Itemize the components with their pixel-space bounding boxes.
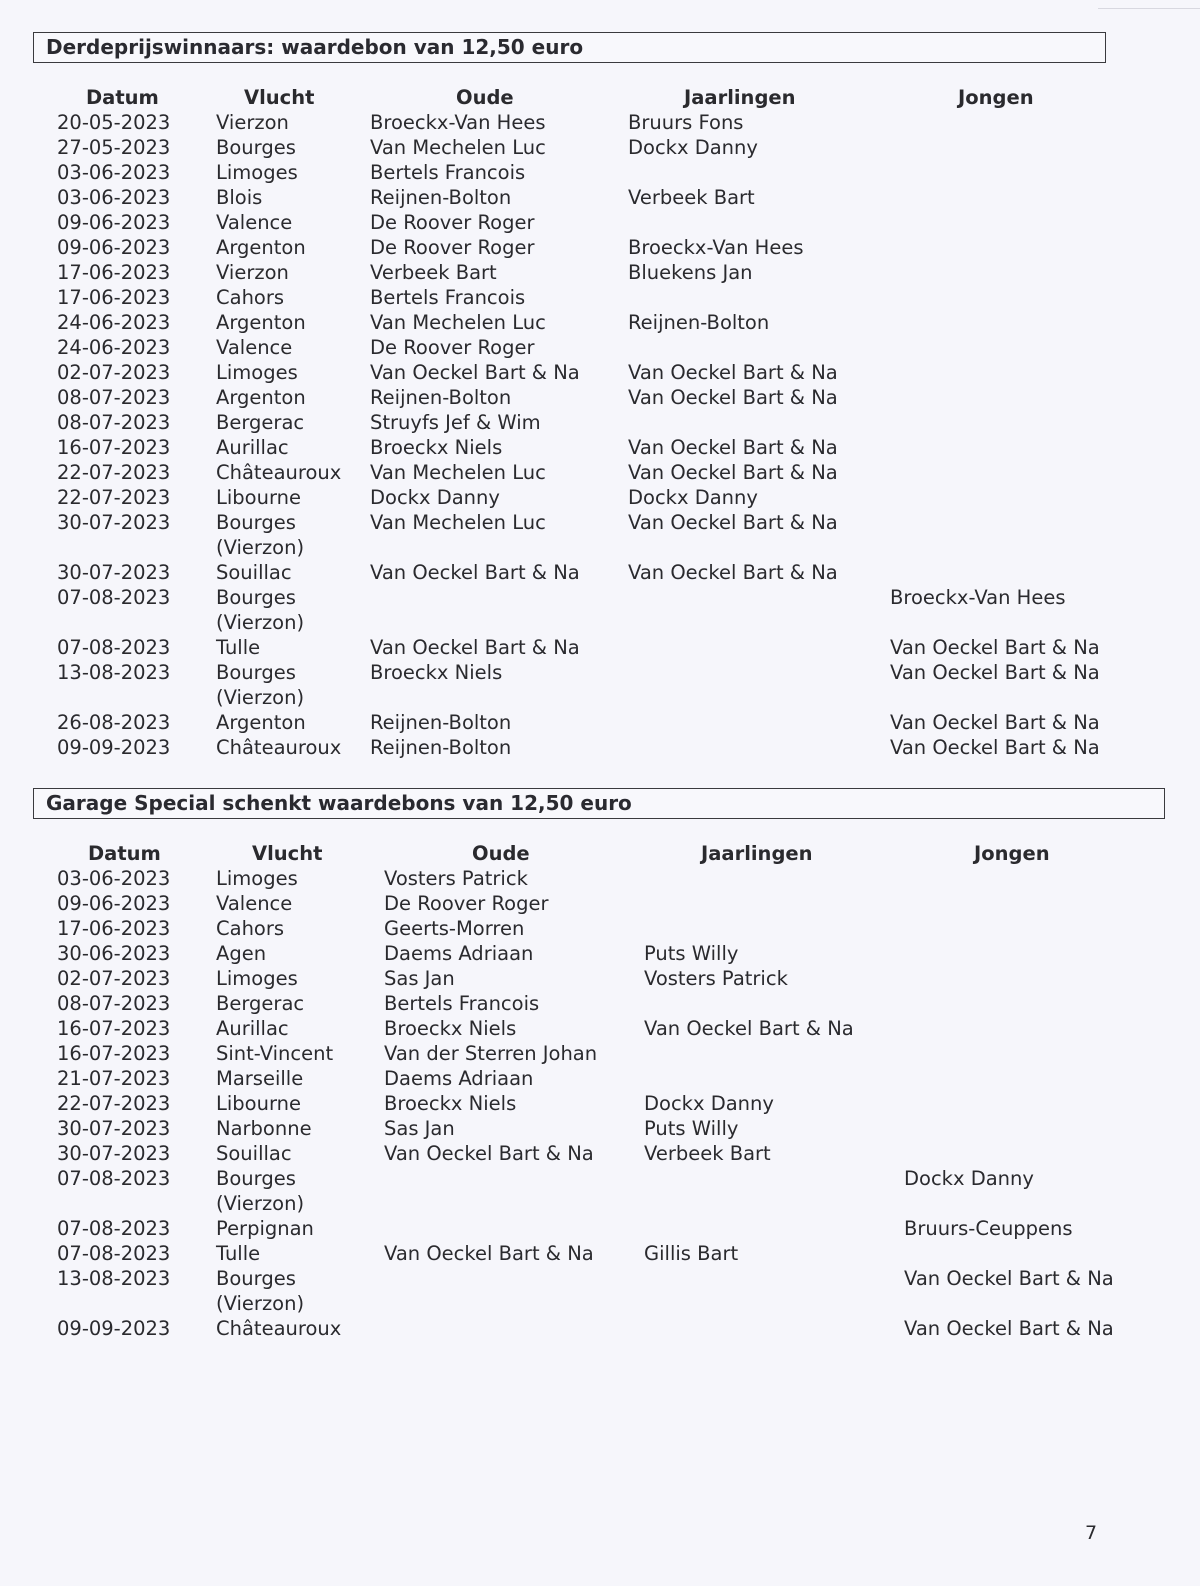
cell-vlucht: Perpignan bbox=[216, 1217, 314, 1240]
table-row bbox=[0, 1316, 1200, 1341]
table-row bbox=[0, 410, 1200, 435]
cell-oude: Bertels Francois bbox=[384, 992, 540, 1015]
cell-jaarlingen: Puts Willy bbox=[644, 942, 739, 965]
cell-oude: Van Oeckel Bart & Na bbox=[370, 561, 580, 584]
cell-vlucht: Bourges (Vierzon) bbox=[216, 511, 305, 559]
cell-oude: Van der Sterren Johan bbox=[384, 1042, 598, 1065]
cell-oude: Van Oeckel Bart & Na bbox=[384, 1242, 594, 1265]
cell-vlucht: Châteauroux bbox=[216, 461, 342, 484]
cell-datum: 07-08-2023 bbox=[57, 636, 171, 659]
cell-datum: 08-07-2023 bbox=[57, 386, 171, 409]
cell-oude: Broeckx-Van Hees bbox=[370, 111, 546, 134]
cell-jaarlingen: Dockx Danny bbox=[644, 1092, 774, 1115]
cell-oude: Reijnen-Bolton bbox=[370, 186, 512, 209]
cell-jaarlingen: Van Oeckel Bart & Na bbox=[628, 511, 838, 534]
table-derdeprijswinnaars bbox=[0, 85, 1200, 760]
page-number: 7 bbox=[1085, 1522, 1098, 1544]
cell-jongen: Dockx Danny bbox=[904, 1167, 1034, 1190]
cell-jaarlingen: Gillis Bart bbox=[644, 1242, 739, 1265]
cell-datum: 13-08-2023 bbox=[57, 1267, 171, 1290]
cell-oude: Dockx Danny bbox=[370, 486, 500, 509]
table-row bbox=[0, 310, 1200, 335]
cell-vlucht: Cahors bbox=[216, 917, 285, 940]
cell-jongen: Van Oeckel Bart & Na bbox=[890, 736, 1100, 759]
table-row bbox=[0, 185, 1200, 210]
table-row bbox=[0, 635, 1200, 660]
cell-oude: Van Mechelen Luc bbox=[370, 311, 546, 334]
table-row bbox=[0, 916, 1200, 941]
table-row bbox=[0, 1041, 1200, 1066]
header-datum: Datum bbox=[88, 842, 161, 865]
cell-datum: 13-08-2023 bbox=[57, 661, 171, 684]
table-row bbox=[0, 1116, 1200, 1141]
table-row bbox=[0, 135, 1200, 160]
cell-jaarlingen: Dockx Danny bbox=[628, 486, 758, 509]
table-row bbox=[0, 735, 1200, 760]
cell-datum: 07-08-2023 bbox=[57, 586, 171, 609]
cell-oude: Geerts-Morren bbox=[384, 917, 525, 940]
cell-datum: 30-07-2023 bbox=[57, 561, 171, 584]
header-jongen: Jongen bbox=[958, 86, 1034, 109]
table-row bbox=[0, 1091, 1200, 1116]
page-edge bbox=[1098, 0, 1200, 9]
cell-oude: Bertels Francois bbox=[370, 161, 526, 184]
cell-datum: 30-07-2023 bbox=[57, 1117, 171, 1140]
cell-jongen: Van Oeckel Bart & Na bbox=[890, 661, 1100, 684]
cell-oude: Reijnen-Bolton bbox=[370, 711, 512, 734]
cell-datum: 02-07-2023 bbox=[57, 361, 171, 384]
cell-vlucht: Valence bbox=[216, 892, 293, 915]
table-row bbox=[0, 485, 1200, 510]
table-row bbox=[0, 260, 1200, 285]
table-row bbox=[0, 160, 1200, 185]
cell-oude: Van Oeckel Bart & Na bbox=[384, 1142, 594, 1165]
table-row bbox=[0, 660, 1200, 710]
cell-vlucht: Argenton bbox=[216, 236, 306, 259]
header-jaarlingen: Jaarlingen bbox=[701, 842, 813, 865]
table-body bbox=[0, 110, 1200, 760]
table-garage-special bbox=[0, 841, 1200, 1341]
table-row bbox=[0, 1216, 1200, 1241]
cell-oude: Van Mechelen Luc bbox=[370, 461, 546, 484]
cell-vlucht: Narbonne bbox=[216, 1117, 312, 1140]
cell-datum: 27-05-2023 bbox=[57, 136, 171, 159]
cell-jaarlingen: Bluekens Jan bbox=[628, 261, 753, 284]
cell-jongen: Broeckx-Van Hees bbox=[890, 586, 1066, 609]
header-oude: Oude bbox=[472, 842, 530, 865]
cell-oude: Reijnen-Bolton bbox=[370, 386, 512, 409]
cell-jongen: Van Oeckel Bart & Na bbox=[890, 711, 1100, 734]
cell-vlucht: Vierzon bbox=[216, 261, 289, 284]
cell-datum: 09-06-2023 bbox=[57, 236, 171, 259]
cell-oude: Bertels Francois bbox=[370, 286, 526, 309]
cell-datum: 07-08-2023 bbox=[57, 1167, 171, 1190]
table-row bbox=[0, 110, 1200, 135]
cell-vlucht: Bourges (Vierzon) bbox=[216, 661, 305, 709]
table-row bbox=[0, 285, 1200, 310]
table-row bbox=[0, 866, 1200, 891]
cell-jaarlingen: Van Oeckel Bart & Na bbox=[644, 1017, 854, 1040]
header-jongen: Jongen bbox=[974, 842, 1050, 865]
cell-oude: Van Oeckel Bart & Na bbox=[370, 636, 580, 659]
cell-oude: Broeckx Niels bbox=[384, 1017, 517, 1040]
cell-vlucht: Aurillac bbox=[216, 436, 289, 459]
cell-datum: 08-07-2023 bbox=[57, 411, 171, 434]
table-row bbox=[0, 460, 1200, 485]
cell-vlucht: Cahors bbox=[216, 286, 285, 309]
table-row bbox=[0, 1266, 1200, 1316]
cell-vlucht: Souillac bbox=[216, 1142, 292, 1165]
table-row bbox=[0, 1166, 1200, 1216]
cell-oude: Van Mechelen Luc bbox=[370, 511, 546, 534]
cell-vlucht: Argenton bbox=[216, 711, 306, 734]
header-jaarlingen: Jaarlingen bbox=[684, 86, 796, 109]
section-title-garage-special: Garage Special schenkt waardebons van 12,50 euro bbox=[33, 788, 1165, 819]
cell-jaarlingen: Verbeek Bart bbox=[628, 186, 755, 209]
cell-oude: Sas Jan bbox=[384, 967, 455, 990]
cell-datum: 21-07-2023 bbox=[57, 1067, 171, 1090]
table-body bbox=[0, 866, 1200, 1341]
cell-datum: 09-09-2023 bbox=[57, 1317, 171, 1340]
cell-datum: 03-06-2023 bbox=[57, 161, 171, 184]
cell-jongen: Van Oeckel Bart & Na bbox=[890, 636, 1100, 659]
cell-vlucht: Limoges bbox=[216, 867, 298, 890]
cell-datum: 30-07-2023 bbox=[57, 1142, 171, 1165]
cell-datum: 17-06-2023 bbox=[57, 917, 171, 940]
cell-vlucht: Argenton bbox=[216, 311, 306, 334]
cell-oude: Broeckx Niels bbox=[384, 1092, 517, 1115]
cell-vlucht: Limoges bbox=[216, 361, 298, 384]
cell-jaarlingen: Van Oeckel Bart & Na bbox=[628, 461, 838, 484]
cell-vlucht: Valence bbox=[216, 336, 293, 359]
cell-jaarlingen: Broeckx-Van Hees bbox=[628, 236, 804, 259]
cell-vlucht: Marseille bbox=[216, 1067, 304, 1090]
cell-jaarlingen: Van Oeckel Bart & Na bbox=[628, 386, 838, 409]
cell-vlucht: Blois bbox=[216, 186, 263, 209]
cell-vlucht: Châteauroux bbox=[216, 1317, 342, 1340]
cell-datum: 16-07-2023 bbox=[57, 436, 171, 459]
cell-datum: 09-06-2023 bbox=[57, 892, 171, 915]
table-row bbox=[0, 585, 1200, 635]
cell-oude: Sas Jan bbox=[384, 1117, 455, 1140]
cell-datum: 30-06-2023 bbox=[57, 942, 171, 965]
cell-vlucht: Bourges (Vierzon) bbox=[216, 1167, 305, 1215]
cell-datum: 20-05-2023 bbox=[57, 111, 171, 134]
cell-oude: Verbeek Bart bbox=[370, 261, 497, 284]
table-row bbox=[0, 560, 1200, 585]
cell-oude: Broeckx Niels bbox=[370, 436, 503, 459]
cell-oude: Broeckx Niels bbox=[370, 661, 503, 684]
cell-vlucht: Libourne bbox=[216, 486, 301, 509]
header-vlucht: Vlucht bbox=[244, 86, 315, 109]
cell-datum: 16-07-2023 bbox=[57, 1017, 171, 1040]
cell-datum: 26-08-2023 bbox=[57, 711, 171, 734]
cell-jaarlingen: Van Oeckel Bart & Na bbox=[628, 436, 838, 459]
cell-oude: De Roover Roger bbox=[370, 336, 535, 359]
table-row bbox=[0, 435, 1200, 460]
cell-jaarlingen: Van Oeckel Bart & Na bbox=[628, 361, 838, 384]
cell-datum: 24-06-2023 bbox=[57, 336, 171, 359]
cell-vlucht: Bourges (Vierzon) bbox=[216, 586, 305, 634]
cell-datum: 08-07-2023 bbox=[57, 992, 171, 1015]
table-row bbox=[0, 235, 1200, 260]
cell-datum: 03-06-2023 bbox=[57, 186, 171, 209]
cell-oude: Van Oeckel Bart & Na bbox=[370, 361, 580, 384]
table-row bbox=[0, 1066, 1200, 1091]
cell-vlucht: Limoges bbox=[216, 967, 298, 990]
cell-datum: 17-06-2023 bbox=[57, 261, 171, 284]
cell-datum: 22-07-2023 bbox=[57, 461, 171, 484]
cell-vlucht: Vierzon bbox=[216, 111, 289, 134]
cell-vlucht: Valence bbox=[216, 211, 293, 234]
header-oude: Oude bbox=[456, 86, 514, 109]
cell-datum: 16-07-2023 bbox=[57, 1042, 171, 1065]
table-row bbox=[0, 941, 1200, 966]
table-row bbox=[0, 210, 1200, 235]
cell-vlucht: Sint-Vincent bbox=[216, 1042, 334, 1065]
cell-jongen: Van Oeckel Bart & Na bbox=[904, 1317, 1114, 1340]
table-row bbox=[0, 891, 1200, 916]
cell-oude: Van Mechelen Luc bbox=[370, 136, 546, 159]
cell-datum: 09-06-2023 bbox=[57, 211, 171, 234]
header-vlucht: Vlucht bbox=[252, 842, 323, 865]
cell-jaarlingen: Van Oeckel Bart & Na bbox=[628, 561, 838, 584]
cell-jaarlingen: Vosters Patrick bbox=[644, 967, 788, 990]
table-row bbox=[0, 966, 1200, 991]
cell-jaarlingen: Reijnen-Bolton bbox=[628, 311, 770, 334]
table-row bbox=[0, 1016, 1200, 1041]
cell-datum: 22-07-2023 bbox=[57, 486, 171, 509]
cell-oude: De Roover Roger bbox=[384, 892, 549, 915]
cell-oude: Vosters Patrick bbox=[384, 867, 528, 890]
cell-datum: 09-09-2023 bbox=[57, 736, 171, 759]
cell-jaarlingen: Puts Willy bbox=[644, 1117, 739, 1140]
cell-vlucht: Bergerac bbox=[216, 992, 305, 1015]
cell-oude: Daems Adriaan bbox=[384, 942, 534, 965]
header-datum: Datum bbox=[86, 86, 159, 109]
cell-datum: 30-07-2023 bbox=[57, 511, 171, 534]
cell-vlucht: Bourges bbox=[216, 136, 296, 159]
cell-datum: 07-08-2023 bbox=[57, 1242, 171, 1265]
cell-oude: Struyfs Jef & Wim bbox=[370, 411, 541, 434]
cell-jaarlingen: Bruurs Fons bbox=[628, 111, 744, 134]
table-row bbox=[0, 710, 1200, 735]
cell-oude: Reijnen-Bolton bbox=[370, 736, 512, 759]
cell-vlucht: Châteauroux bbox=[216, 736, 342, 759]
cell-vlucht: Tulle bbox=[216, 636, 261, 659]
cell-vlucht: Aurillac bbox=[216, 1017, 289, 1040]
cell-datum: 03-06-2023 bbox=[57, 867, 171, 890]
cell-vlucht: Bergerac bbox=[216, 411, 305, 434]
cell-vlucht: Tulle bbox=[216, 1242, 261, 1265]
cell-vlucht: Souillac bbox=[216, 561, 292, 584]
cell-datum: 17-06-2023 bbox=[57, 286, 171, 309]
cell-vlucht: Argenton bbox=[216, 386, 306, 409]
cell-oude: De Roover Roger bbox=[370, 211, 535, 234]
table-row bbox=[0, 1241, 1200, 1266]
cell-oude: Daems Adriaan bbox=[384, 1067, 534, 1090]
cell-vlucht: Bourges (Vierzon) bbox=[216, 1267, 305, 1315]
table-row bbox=[0, 1141, 1200, 1166]
cell-datum: 22-07-2023 bbox=[57, 1092, 171, 1115]
cell-vlucht: Libourne bbox=[216, 1092, 301, 1115]
cell-jongen: Bruurs-Ceuppens bbox=[904, 1217, 1073, 1240]
cell-vlucht: Agen bbox=[216, 942, 267, 965]
cell-jaarlingen: Verbeek Bart bbox=[644, 1142, 771, 1165]
table-row bbox=[0, 991, 1200, 1016]
table-header-row bbox=[0, 85, 1200, 110]
cell-datum: 07-08-2023 bbox=[57, 1217, 171, 1240]
table-row bbox=[0, 510, 1200, 560]
table-row bbox=[0, 360, 1200, 385]
cell-oude: De Roover Roger bbox=[370, 236, 535, 259]
cell-datum: 02-07-2023 bbox=[57, 967, 171, 990]
cell-vlucht: Limoges bbox=[216, 161, 298, 184]
cell-jongen: Van Oeckel Bart & Na bbox=[904, 1267, 1114, 1290]
table-row bbox=[0, 385, 1200, 410]
table-row bbox=[0, 335, 1200, 360]
cell-jaarlingen: Dockx Danny bbox=[628, 136, 758, 159]
section-title-derdeprijswinnaars: Derdeprijswinnaars: waardebon van 12,50 euro bbox=[33, 32, 1106, 63]
cell-datum: 24-06-2023 bbox=[57, 311, 171, 334]
table-header-row bbox=[0, 841, 1200, 866]
